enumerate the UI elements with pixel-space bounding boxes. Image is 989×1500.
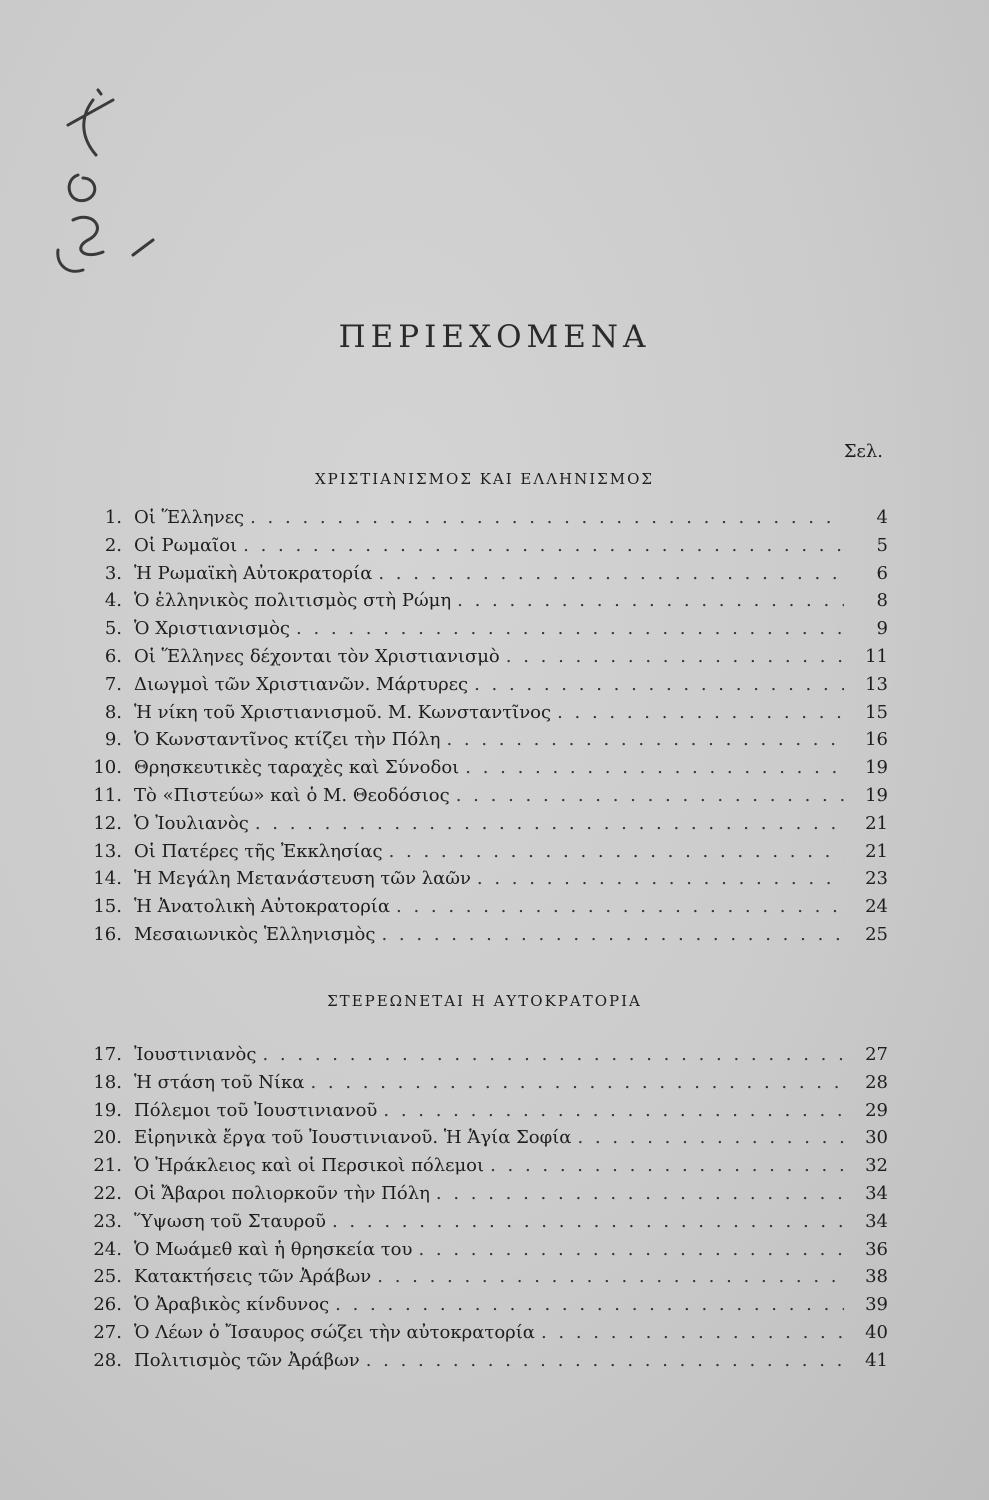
toc-list-section-2 (70, 1044, 888, 1378)
toc-entry[interactable] (70, 563, 888, 591)
page-title: ΠΕΡΙΕΧΟΜΕΝΑ (338, 318, 651, 355)
entry-page: 21 (865, 812, 888, 834)
section-heading-2: ΣΤΕΡΕΩΝΕΤΑΙ Η ΑΥΤΟΚΡΑΤΟΡΙΑ (327, 992, 642, 1010)
dot-leader (389, 841, 844, 862)
entry-title: Ὁ ἑλληνικὸς πολιτισμὸς στὴ Ρώμη (134, 590, 452, 612)
entry-number: 1. (104, 507, 122, 528)
entry-page: 19 (865, 757, 888, 779)
dot-leader (477, 868, 844, 889)
dot-leader (474, 674, 844, 695)
toc-entry[interactable] (70, 1127, 888, 1155)
entry-number: 10. (93, 757, 122, 779)
entry-title: Θρησκευτικὲς ταραχὲς καὶ Σύνοδοι (134, 757, 460, 779)
entry-title: Ὁ Ἀραβικὸς κίνδυνος (134, 1294, 330, 1316)
dot-leader (577, 1127, 844, 1148)
entry-number: 2. (104, 534, 122, 556)
entry-number: 21. (93, 1155, 122, 1177)
toc-list-section-1 (70, 507, 888, 952)
entry-number: 16. (93, 923, 122, 945)
entry-page: 23 (865, 868, 888, 890)
entry-number: 24. (93, 1238, 122, 1260)
entry-title: Ὁ Χριστιανισμὸς (134, 618, 291, 640)
entry-title: Ἡ στάση τοῦ Νίκα (134, 1071, 305, 1093)
entry-title: Τὸ «Πιστεύω» καὶ ὁ Μ. Θεοδόσιος (134, 784, 450, 806)
dot-leader (366, 1350, 844, 1371)
entry-page: 6 (876, 562, 888, 584)
entry-number: 14. (93, 868, 122, 890)
entry-page: 11 (865, 645, 888, 667)
entry-page: 30 (865, 1127, 888, 1149)
entry-page: 34 (865, 1182, 888, 1204)
dot-leader (541, 1322, 844, 1343)
entry-title: Ὁ Ἡράκλειος καὶ οἱ Περσικοὶ πόλεμοι (134, 1155, 485, 1177)
entry-number: 28. (93, 1349, 122, 1371)
toc-entry[interactable] (70, 896, 888, 924)
entry-page: 39 (865, 1294, 888, 1316)
entry-number: 13. (93, 840, 122, 862)
entry-number: 9. (104, 729, 122, 751)
entry-title: Ἡ Ἀνατολικὴ Αὐτοκρατορία (134, 896, 391, 918)
toc-entry[interactable] (70, 618, 888, 646)
entry-number: 27. (93, 1321, 122, 1343)
entry-title: Οἱ Πατέρες τῆς Ἐκκλησίας (134, 840, 383, 862)
dot-leader (418, 1239, 844, 1260)
entry-page: 27 (865, 1044, 888, 1065)
toc-entry[interactable] (70, 729, 888, 757)
entry-title: Πόλεμοι τοῦ Ἰουστινιανοῦ (134, 1099, 378, 1121)
dot-leader (446, 729, 844, 750)
entry-page: 40 (865, 1321, 888, 1343)
dot-leader (383, 1100, 844, 1121)
toc-entry[interactable] (70, 1266, 888, 1294)
toc-entry[interactable] (70, 924, 888, 952)
dot-leader (255, 813, 844, 834)
dot-leader (557, 702, 844, 723)
toc-entry[interactable] (70, 1183, 888, 1211)
entry-page: 4 (876, 507, 888, 528)
dot-leader (262, 1044, 844, 1065)
entry-page: 19 (865, 784, 888, 806)
dot-leader (378, 563, 844, 584)
entry-number: 19. (93, 1099, 122, 1121)
entry-title: Οἱ Ἕλληνες (134, 507, 245, 528)
entry-page: 21 (865, 840, 888, 862)
dot-leader (377, 1266, 844, 1287)
dot-leader (296, 618, 844, 639)
entry-page: 25 (865, 923, 888, 945)
entry-page: 41 (865, 1349, 888, 1371)
toc-entry[interactable] (70, 1239, 888, 1267)
entry-page: 9 (876, 618, 888, 640)
entry-title: Οἱ Ἕλληνες δέχονται τὸν Χριστιανισμὸ (134, 645, 500, 667)
entry-number: 7. (104, 673, 122, 695)
dot-leader (250, 507, 844, 528)
entry-title: Οἱ Ἄβαροι πολιορκοῦν τὴν Πόλη (134, 1182, 430, 1204)
toc-entry[interactable] (70, 841, 888, 869)
entry-page: 34 (865, 1210, 888, 1232)
entry-title: Πολιτισμὸς τῶν Ἀράβων (134, 1349, 360, 1371)
entry-page: 32 (865, 1155, 888, 1177)
entry-number: 5. (104, 618, 122, 640)
toc-entry[interactable] (70, 674, 888, 702)
dot-leader (465, 757, 844, 778)
entry-title: Ὁ Ἰουλιανὸς (134, 812, 249, 834)
toc-entry[interactable] (70, 507, 888, 535)
dot-leader (335, 1294, 844, 1315)
entry-number: 11. (93, 784, 122, 806)
entry-title: Μεσαιωνικὸς Ἑλληνισμὸς (134, 923, 376, 945)
toc-entry[interactable] (70, 868, 888, 896)
entry-page: 29 (865, 1099, 888, 1121)
toc-entry[interactable] (70, 1044, 888, 1072)
toc-entry[interactable] (70, 702, 888, 730)
entry-page: 15 (865, 701, 888, 723)
entry-title: Ἡ νίκη τοῦ Χριστιανισμοῦ. Μ. Κωνσταντῖνος (134, 701, 552, 723)
entry-page: 28 (865, 1071, 888, 1093)
toc-entry[interactable] (70, 757, 888, 785)
entry-number: 22. (93, 1182, 122, 1204)
toc-entry[interactable] (70, 1100, 888, 1128)
entry-number: 4. (104, 590, 122, 612)
dot-leader (436, 1183, 844, 1204)
toc-entry[interactable] (70, 535, 888, 563)
entry-number: 18. (93, 1071, 122, 1093)
entry-number: 26. (93, 1294, 122, 1316)
entry-title: Οἱ Ρωμαῖοι (134, 534, 238, 556)
dot-leader (490, 1155, 844, 1176)
entry-title: Ἰουστινιανὸς (134, 1044, 257, 1065)
toc-entry[interactable] (70, 785, 888, 813)
entry-number: 17. (93, 1044, 122, 1065)
dot-leader (332, 1211, 844, 1232)
dot-leader (396, 896, 844, 917)
toc-entry[interactable] (70, 1072, 888, 1100)
page-column-label: Σελ. (843, 441, 883, 462)
toc-entry[interactable] (70, 646, 888, 674)
toc-entry[interactable] (70, 1211, 888, 1239)
entry-number: 25. (93, 1266, 122, 1288)
entry-number: 23. (93, 1210, 122, 1232)
entry-number: 6. (104, 645, 122, 667)
entry-page: 13 (865, 673, 888, 695)
dot-leader (506, 646, 844, 667)
toc-entry[interactable] (70, 1322, 888, 1350)
entry-number: 20. (93, 1127, 122, 1149)
dot-leader (243, 535, 844, 556)
entry-page: 24 (865, 896, 888, 918)
entry-page: 5 (876, 534, 888, 556)
entry-number: 3. (104, 562, 122, 584)
entry-title: Κατακτήσεις τῶν Ἀράβων (134, 1266, 372, 1288)
dot-leader (381, 924, 844, 945)
entry-page: 36 (865, 1238, 888, 1260)
entry-number: 12. (93, 812, 122, 834)
entry-title: Ἡ Ρωμαϊκὴ Αὐτοκρατορία (134, 562, 373, 584)
entry-title: Διωγμοὶ τῶν Χριστιανῶν. Μάρτυρες (134, 673, 469, 695)
toc-entry[interactable] (70, 813, 888, 841)
entry-title: Ἡ Μεγάλη Μετανάστευση τῶν λαῶν (134, 868, 471, 890)
dot-leader (457, 590, 844, 611)
entry-page: 8 (876, 590, 888, 612)
handwritten-note (38, 80, 198, 280)
section-heading-1: ΧΡΙΣΤΙΑΝΙΣΜΟΣ ΚΑΙ ΕΛΛΗΝΙΣΜΟΣ (314, 470, 655, 488)
dot-leader (310, 1072, 844, 1093)
toc-entry[interactable] (70, 1350, 888, 1378)
entry-title: Εἰρηνικὰ ἔργα τοῦ Ἰουστινιανοῦ. Ἡ Ἁγία Σοφία (134, 1127, 572, 1149)
toc-entry[interactable] (70, 590, 888, 618)
entry-page: 38 (865, 1266, 888, 1288)
entry-title: Ὁ Λέων ὁ Ἴσαυρος σώζει τὴν αὐτοκρατορία (134, 1321, 535, 1343)
entry-title: Ὁ Κωνσταντῖνος κτίζει τὴν Πόλη (134, 729, 441, 751)
entry-title: Ὁ Μωάμεθ καὶ ἡ θρησκεία του (134, 1238, 413, 1260)
toc-entry[interactable] (70, 1294, 888, 1322)
entry-title: Ὕψωση τοῦ Σταυροῦ (134, 1210, 326, 1232)
dot-leader (456, 785, 844, 806)
entry-number: 15. (93, 896, 122, 918)
entry-page: 16 (865, 729, 888, 751)
entry-number: 8. (104, 701, 122, 723)
toc-entry[interactable] (70, 1155, 888, 1183)
